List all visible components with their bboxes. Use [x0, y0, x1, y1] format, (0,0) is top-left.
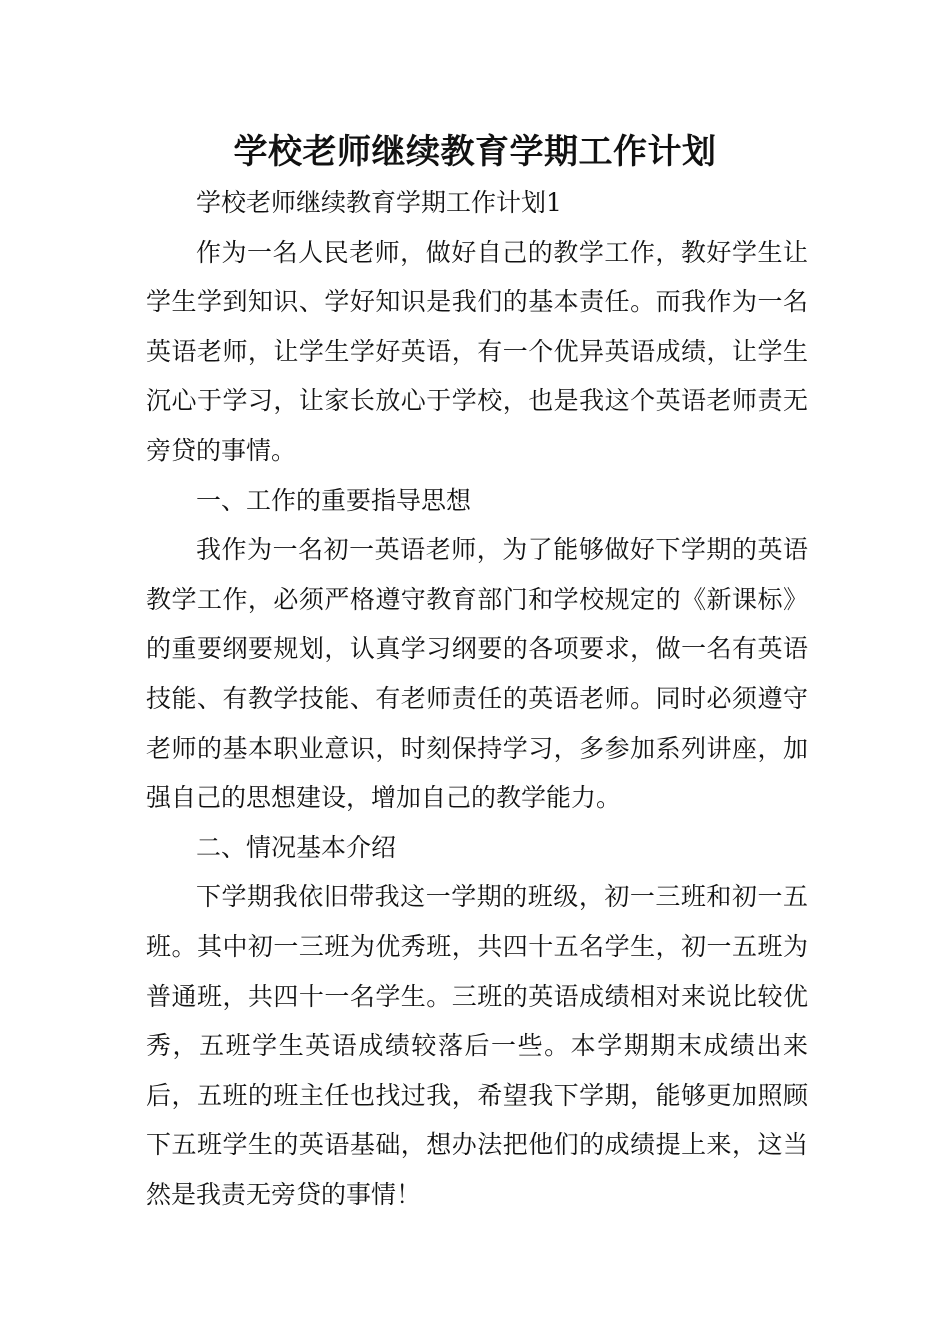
section-heading-situation: 二、情况基本介绍 — [196, 832, 397, 862]
document-title: 学校老师继续教育学期工作计划 — [233, 132, 717, 172]
paragraph-subtitle: 学校老师继续教育学期工作计划1 — [196, 188, 562, 217]
paragraph-situation: 下学期我依旧带我这一学期的班级，初一三班和初一五班。其中初一三班为优秀班，共四十五名学生，初一五班为普通班，共四十一名学生。三班的英语成绩相对来说比较优秀，五班学生英语成绩较落后一些。本学期期末成绩出来后，五班的班主任也找过我，希望我下学期，能够更加照顾下五班学生的英语基础，想办法把他们的成绩提上来，这当然是我责无旁贷的事情！ — [146, 882, 808, 1209]
document-body — [146, 178, 808, 1219]
paragraph-guiding-ideas: 我作为一名初一英语老师，为了能够做好下学期的英语教学工作，必须严格遵守教育部门和学校规定的《新课标》的重要纲要规划，认真学习纲要的各项要求，做一名有英语技能、有教学技能、有老师责任的英语老师。同时必须遵守老师的基本职业意识，时刻保持学习，多参加系列讲座，加强自己的思想建设，增加自己的教学能力。 — [146, 535, 808, 813]
section-heading-guiding-ideas: 一、工作的重要指导思想 — [196, 485, 472, 515]
paragraph-intro: 作为一名人民老师，做好自己的教学工作，教好学生让学生学到知识、学好知识是我们的基本责任。而我作为一名英语老师，让学生学好英语，有一个优异英语成绩，让学生沉心于学习，让家长放心于学校，也是我这个英语老师责无旁贷的事情。 — [146, 237, 808, 465]
